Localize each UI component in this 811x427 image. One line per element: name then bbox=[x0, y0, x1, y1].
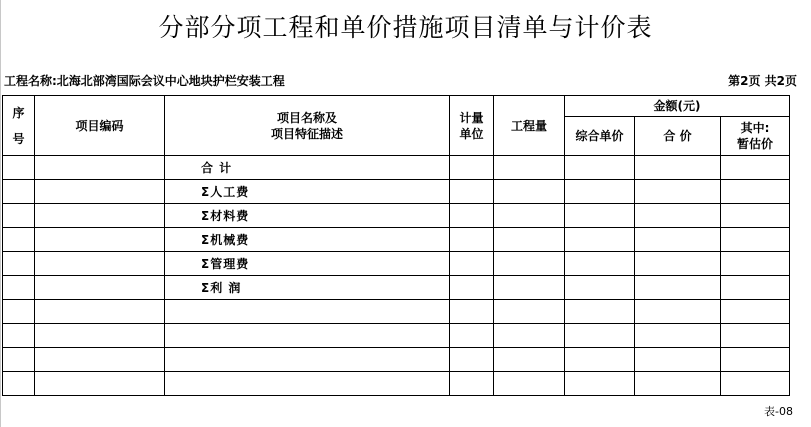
table-cell bbox=[35, 156, 165, 180]
table-cell bbox=[635, 228, 721, 252]
table-cell bbox=[565, 204, 635, 228]
table-cell bbox=[3, 372, 35, 396]
table-cell bbox=[635, 180, 721, 204]
table-row bbox=[3, 204, 790, 228]
table-cell bbox=[3, 300, 35, 324]
row-item-name: Σ机械费 bbox=[165, 228, 450, 252]
table-cell bbox=[721, 348, 790, 372]
table-cell bbox=[565, 228, 635, 252]
row-item-name: Σ人工费 bbox=[165, 180, 450, 204]
table-cell bbox=[565, 252, 635, 276]
table-row bbox=[3, 300, 790, 324]
table-cell bbox=[3, 180, 35, 204]
table-cell bbox=[3, 156, 35, 180]
header-seq: 序 号 bbox=[3, 96, 35, 156]
table-cell bbox=[450, 372, 494, 396]
table-row bbox=[3, 276, 790, 300]
header-unit: 计量 单位 bbox=[450, 96, 494, 156]
table-cell bbox=[3, 348, 35, 372]
table-cell bbox=[35, 252, 165, 276]
table-cell bbox=[635, 372, 721, 396]
table-cell bbox=[494, 324, 565, 348]
row-item-name: Σ材料费 bbox=[165, 204, 450, 228]
page-title: 分部分项工程和单价措施项目清单与计价表 bbox=[158, 13, 653, 42]
table-cell bbox=[494, 276, 565, 300]
table-cell bbox=[721, 300, 790, 324]
table-cell bbox=[721, 204, 790, 228]
table-cell bbox=[3, 276, 35, 300]
table-row bbox=[3, 180, 790, 204]
table-cell bbox=[721, 252, 790, 276]
table-row bbox=[3, 348, 790, 372]
table-cell bbox=[635, 204, 721, 228]
table-cell bbox=[635, 156, 721, 180]
table-cell bbox=[721, 276, 790, 300]
table-cell bbox=[494, 300, 565, 324]
table-cell bbox=[635, 276, 721, 300]
table-cell bbox=[35, 324, 165, 348]
table-cell bbox=[635, 252, 721, 276]
table-cell bbox=[450, 276, 494, 300]
table-cell bbox=[3, 228, 35, 252]
header-amount: 金额(元) bbox=[565, 96, 790, 117]
left-border-line bbox=[0, 0, 1, 427]
table-cell bbox=[35, 228, 165, 252]
table-cell bbox=[494, 180, 565, 204]
header-unit-price: 综合单价 bbox=[565, 117, 635, 156]
table-cell bbox=[721, 324, 790, 348]
table-cell bbox=[721, 180, 790, 204]
table-row bbox=[3, 252, 790, 276]
header-provisional: 其中: 暂估价 bbox=[721, 117, 790, 156]
row-item-name bbox=[165, 348, 450, 372]
row-item-name: Σ管理费 bbox=[165, 252, 450, 276]
table-cell bbox=[721, 156, 790, 180]
row-item-name bbox=[165, 372, 450, 396]
project-name: 工程名称:北海北部湾国际会议中心地块护栏安装工程 bbox=[4, 74, 285, 88]
table-cell bbox=[635, 324, 721, 348]
table-cell bbox=[565, 180, 635, 204]
header-total: 合 价 bbox=[635, 117, 721, 156]
table-cell bbox=[450, 252, 494, 276]
table-cell bbox=[35, 348, 165, 372]
table-cell bbox=[494, 156, 565, 180]
table-cell bbox=[721, 372, 790, 396]
table-cell bbox=[450, 204, 494, 228]
row-item-name: 合 计 bbox=[165, 156, 450, 180]
table-row bbox=[3, 156, 790, 180]
table-cell bbox=[565, 348, 635, 372]
table-cell bbox=[635, 300, 721, 324]
table-cell bbox=[494, 372, 565, 396]
table-cell bbox=[565, 156, 635, 180]
table-cell bbox=[450, 324, 494, 348]
table-cell bbox=[35, 300, 165, 324]
pricing-table bbox=[2, 95, 790, 396]
header-code: 项目编码 bbox=[35, 96, 165, 156]
table-cell bbox=[494, 252, 565, 276]
table-cell bbox=[35, 372, 165, 396]
row-item-name: Σ利 润 bbox=[165, 276, 450, 300]
table-cell bbox=[35, 180, 165, 204]
page-number: 第2页 共2页 bbox=[728, 74, 797, 88]
row-item-name bbox=[165, 324, 450, 348]
table-cell bbox=[565, 324, 635, 348]
table-cell bbox=[565, 300, 635, 324]
table-cell bbox=[565, 372, 635, 396]
table-footer-label: 表-08 bbox=[764, 405, 793, 418]
table-cell bbox=[3, 324, 35, 348]
table-cell bbox=[35, 204, 165, 228]
table-cell bbox=[494, 348, 565, 372]
table-cell bbox=[721, 228, 790, 252]
table-row bbox=[3, 372, 790, 396]
table-row bbox=[3, 324, 790, 348]
table-cell bbox=[565, 276, 635, 300]
table-row bbox=[3, 228, 790, 252]
table-cell bbox=[494, 228, 565, 252]
table-cell bbox=[450, 300, 494, 324]
table-cell bbox=[450, 228, 494, 252]
table-cell bbox=[3, 204, 35, 228]
row-item-name bbox=[165, 300, 450, 324]
header-quantity: 工程量 bbox=[494, 96, 565, 156]
table-cell bbox=[35, 276, 165, 300]
header-name: 项目名称及 项目特征描述 bbox=[165, 96, 450, 156]
table-cell bbox=[3, 252, 35, 276]
table-cell bbox=[450, 156, 494, 180]
table-cell bbox=[494, 204, 565, 228]
table-cell bbox=[635, 348, 721, 372]
table-cell bbox=[450, 180, 494, 204]
table-cell bbox=[450, 348, 494, 372]
